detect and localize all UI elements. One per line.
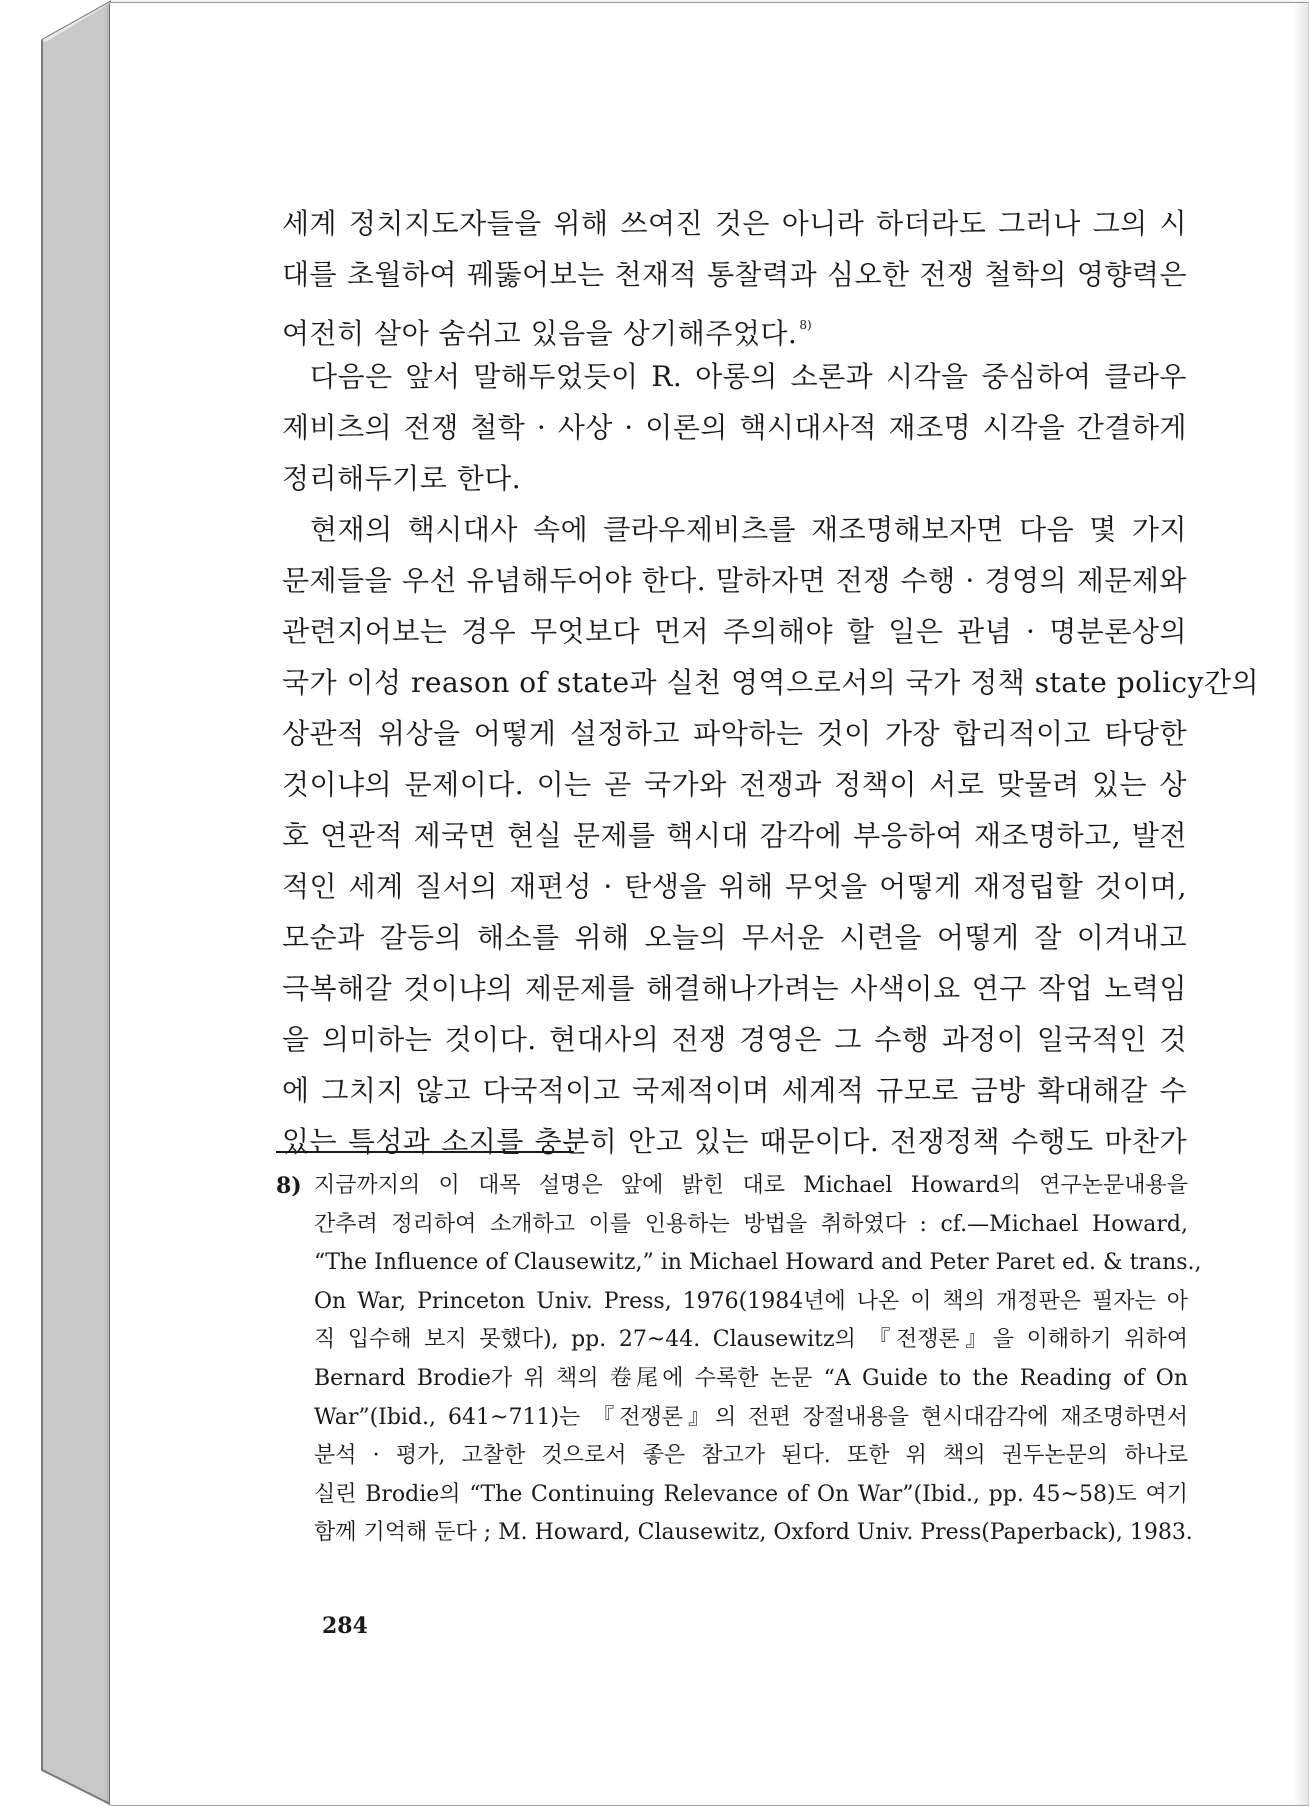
body-line: 모순과 갈등의 해소를 위해 오늘의 무서운 시련을 어떻게 잘 이겨내고: [282, 921, 1187, 954]
footnote-line: War”(Ibid., 641~711)는 『전쟁론』의 전편 장절내용을 현시대감각에 재조명하면서: [314, 1404, 1188, 1430]
body-line: 정리해두기로 한다.: [282, 462, 522, 495]
body-line: 적인 세계 질서의 재편성 · 탄생을 위해 무엇을 어떻게 재정립할 것이며,: [282, 870, 1187, 903]
footnote-divider: [276, 1151, 574, 1153]
body-line: 극복해갈 것이냐의 제문제를 해결해나가려는 사색이요 연구 작업 노력임: [282, 972, 1187, 1005]
footnote-line: “The Influence of Clausewitz,” in Michael Howard and Peter Paret ed. & trans.,: [314, 1250, 1202, 1276]
body-line: 문제들을 우선 유념해두어야 한다. 말하자면 전쟁 수행 · 경영의 제문제와: [282, 564, 1187, 597]
body-line: 상관적 위상을 어떻게 설정하고 파악하는 것이 가장 합리적이고 타당한: [282, 717, 1187, 750]
footnote-line: 지금까지의 이 대목 설명은 앞에 밝힌 대로 Michael Howard의 연구논문내용을: [314, 1173, 1188, 1198]
body-line: 세계 정치지도자들을 위해 쓰여진 것은 아니라 하더라도 그러나 그의 시: [282, 207, 1187, 240]
footnote-line: 실린 Brodie의 “The Continuing Relevance of On War”(Ibid., pp. 45~58)도 여기: [314, 1481, 1188, 1507]
body-line: 여전히 살아 숨쉬고 있음을 상기해주었다. $^{8)}$: [282, 317, 812, 350]
body-line: 에 그치지 않고 다국적이고 국제적이며 세계적 규모로 금방 확대해갈 수: [282, 1074, 1187, 1107]
footnote-line: 간추려 정리하여 소개하고 이를 인용하는 방법을 취하였다 : cf.—Michael Howard,: [314, 1211, 1188, 1237]
body-line: 있는 특성과 소지를 충분히 안고 있는 때문이다. 전쟁정책 수행도 마찬가: [282, 1125, 1187, 1158]
paragraph-start: 다음은 앞서 말해두었듯이 R. 아롱의 소론과 시각을 중심하여 클라우: [310, 360, 1187, 393]
footnote-line: 직 입수해 보지 못했다), pp. 27~44. Clausewitz의 『전쟁론』을 이해하기 위하여: [314, 1327, 1188, 1353]
body-line: 호 연관적 제국면 현실 문제를 핵시대 감각에 부응하여 재조명하고, 발전: [282, 819, 1187, 852]
body-line: 제비츠의 전쟁 철학 · 사상 · 이론의 핵시대사적 재조명 시각을 간결하게: [282, 411, 1187, 444]
page-number: 284: [322, 1613, 368, 1639]
footnote: [276, 1167, 1202, 1553]
body-text: [282, 198, 1260, 1167]
footnote-line: Bernard Brodie가 위 책의 卷尾에 수록한 논문 “A Guide to the Reading of On: [314, 1365, 1188, 1391]
footnote-line: 함께 기억해 둔다 ; M. Howard, Clausewitz, Oxford Univ. Press(Paperback), 1983.: [314, 1520, 1193, 1546]
body-line: 관련지어보는 경우 무엇보다 먼저 주의해야 할 일은 관념 · 명분론상의: [282, 615, 1187, 648]
body-line: 을 의미하는 것이다. 현대사의 전쟁 경영은 그 수행 과정이 일국적인 것: [282, 1023, 1187, 1056]
paragraph-start: 현재의 핵시대사 속에 클라우제비츠를 재조명해보자면 다음 몇 가지: [310, 513, 1187, 546]
footnote-reference[interactable]: 8): [799, 318, 812, 332]
body-line: 대를 초월하여 꿰뚫어보는 천재적 통찰력과 심오한 전쟁 철학의 영향력은: [282, 258, 1187, 291]
footnote-line: On War, Princeton Univ. Press, 1976(1984년에 나온 이 책의 개정판은 필자는 아: [314, 1288, 1188, 1314]
body-line: 것이냐의 문제이다. 이는 곧 국가와 전쟁과 정책이 서로 맞물려 있는 상: [282, 768, 1187, 801]
footnote-marker: 8): [276, 1173, 302, 1199]
body-line: 국가 이성 reason of state과 실천 영역으로서의 국가 정책 state policy간의: [282, 666, 1260, 699]
footnote-line: 분석 · 평가, 고찰한 것으로서 좋은 참고가 된다. 또한 위 책의 권두논문의 하나로: [314, 1443, 1188, 1469]
